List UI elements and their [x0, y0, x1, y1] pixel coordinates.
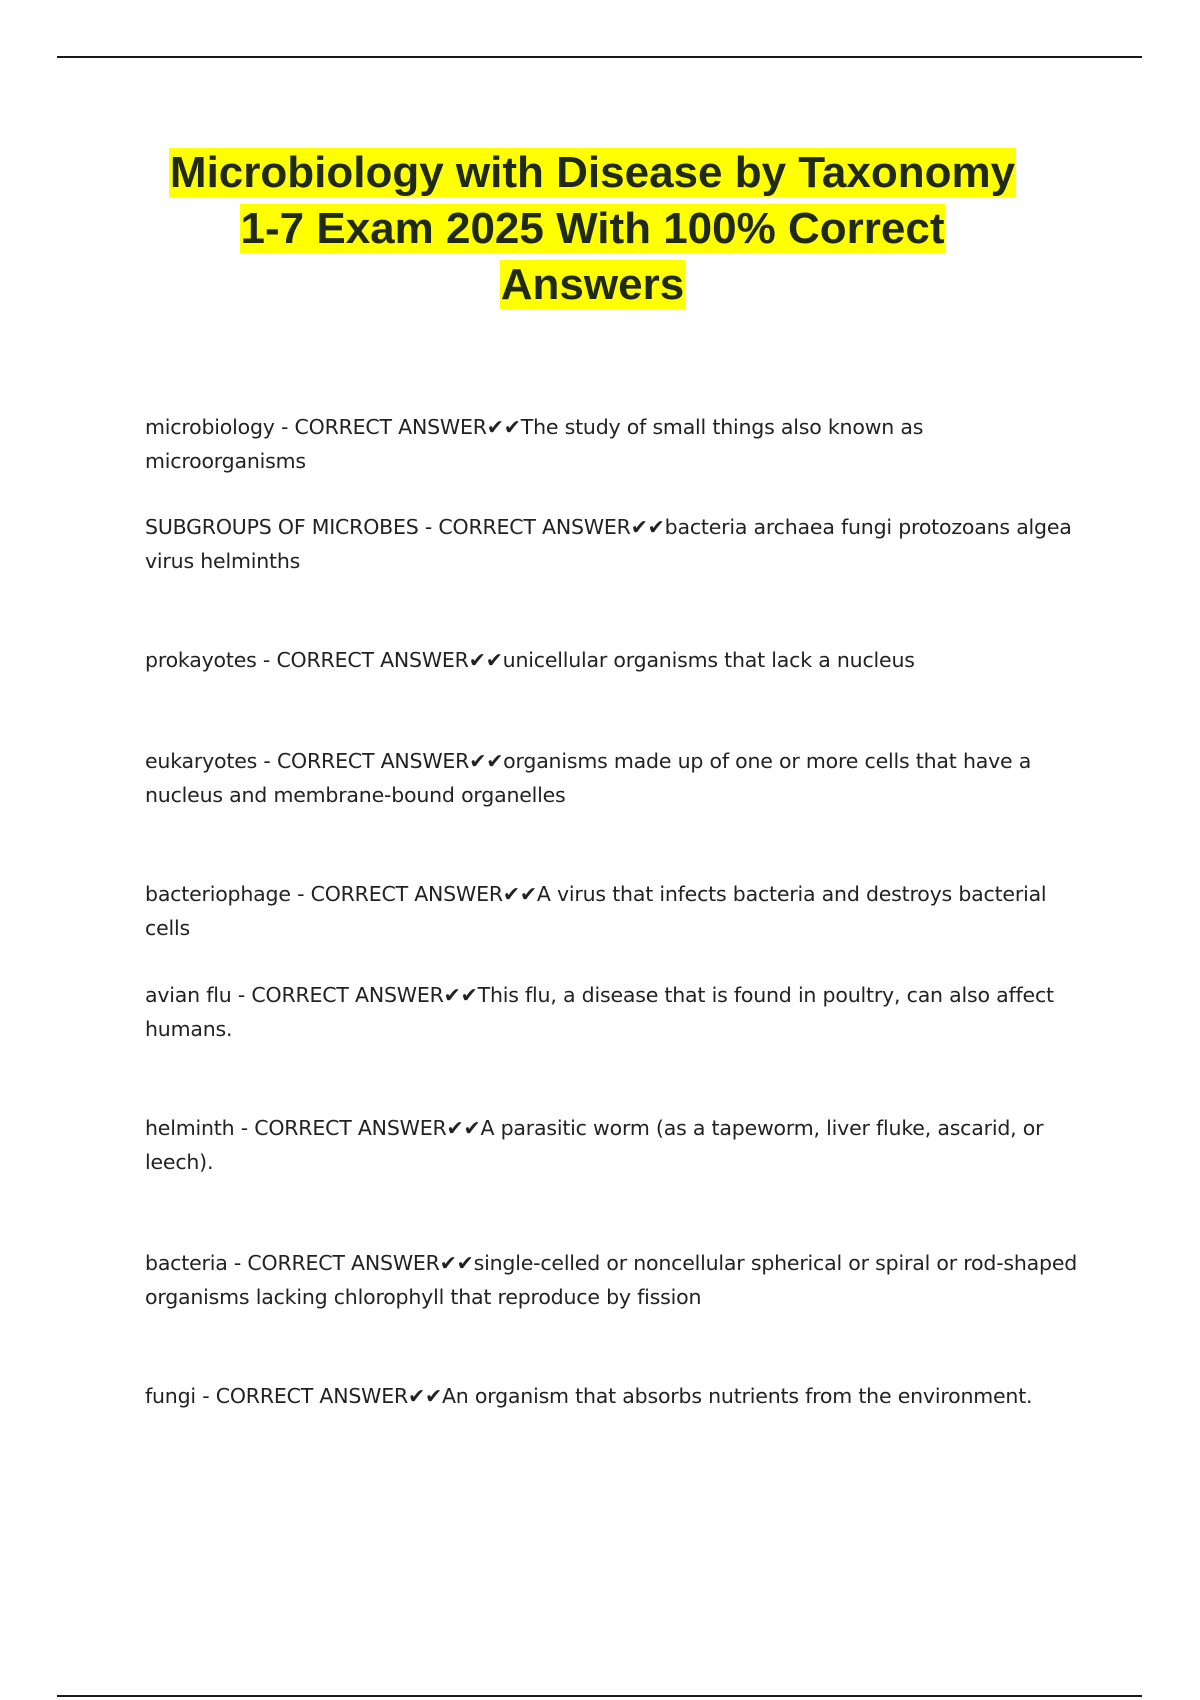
qa-entry-bacteria: bacteria - CORRECT ANSWER✔✔single-celled or noncellular spherical or spiral or rod-shaped organisms lacking chlorophyll that reproduce by fission	[145, 1251, 1078, 1309]
title-block	[150, 145, 1035, 313]
qa-entry-fungi: fungi - CORRECT ANSWER✔✔An organism that absorbs nutrients from the environment.	[145, 1384, 1033, 1408]
qa-entry-microbiology: microbiology - CORRECT ANSWER✔✔The study of small things also known as microorganisms	[145, 415, 924, 473]
footer-rule	[57, 1695, 1142, 1697]
qa-entry-subgroups: SUBGROUPS OF MICROBES - CORRECT ANSWER✔✔bacteria archaea fungi protozoans algea virus helminths	[145, 515, 1072, 573]
qa-entry-eukaryotes: eukaryotes - CORRECT ANSWER✔✔organisms made up of one or more cells that have a nucleus and membrane-bound organelles	[145, 749, 1032, 807]
qa-entry-helminth: helminth - CORRECT ANSWER✔✔A parasitic worm (as a tapeworm, liver fluke, ascarid, or leech).	[145, 1116, 1044, 1174]
qa-entry-prokaryotes: prokayotes - CORRECT ANSWER✔✔unicellular organisms that lack a nucleus	[145, 648, 915, 672]
document-title: Microbiology with Disease by Taxonomy 1-7 Exam 2025 With 100% Correct Answers	[169, 148, 1016, 309]
qa-entry-bacteriophage: bacteriophage - CORRECT ANSWER✔✔A virus that infects bacteria and destroys bacterial cells	[145, 882, 1047, 940]
header-rule	[57, 56, 1142, 58]
qa-entry-avian-flu: avian flu - CORRECT ANSWER✔✔This flu, a disease that is found in poultry, can also affect humans.	[145, 983, 1054, 1041]
